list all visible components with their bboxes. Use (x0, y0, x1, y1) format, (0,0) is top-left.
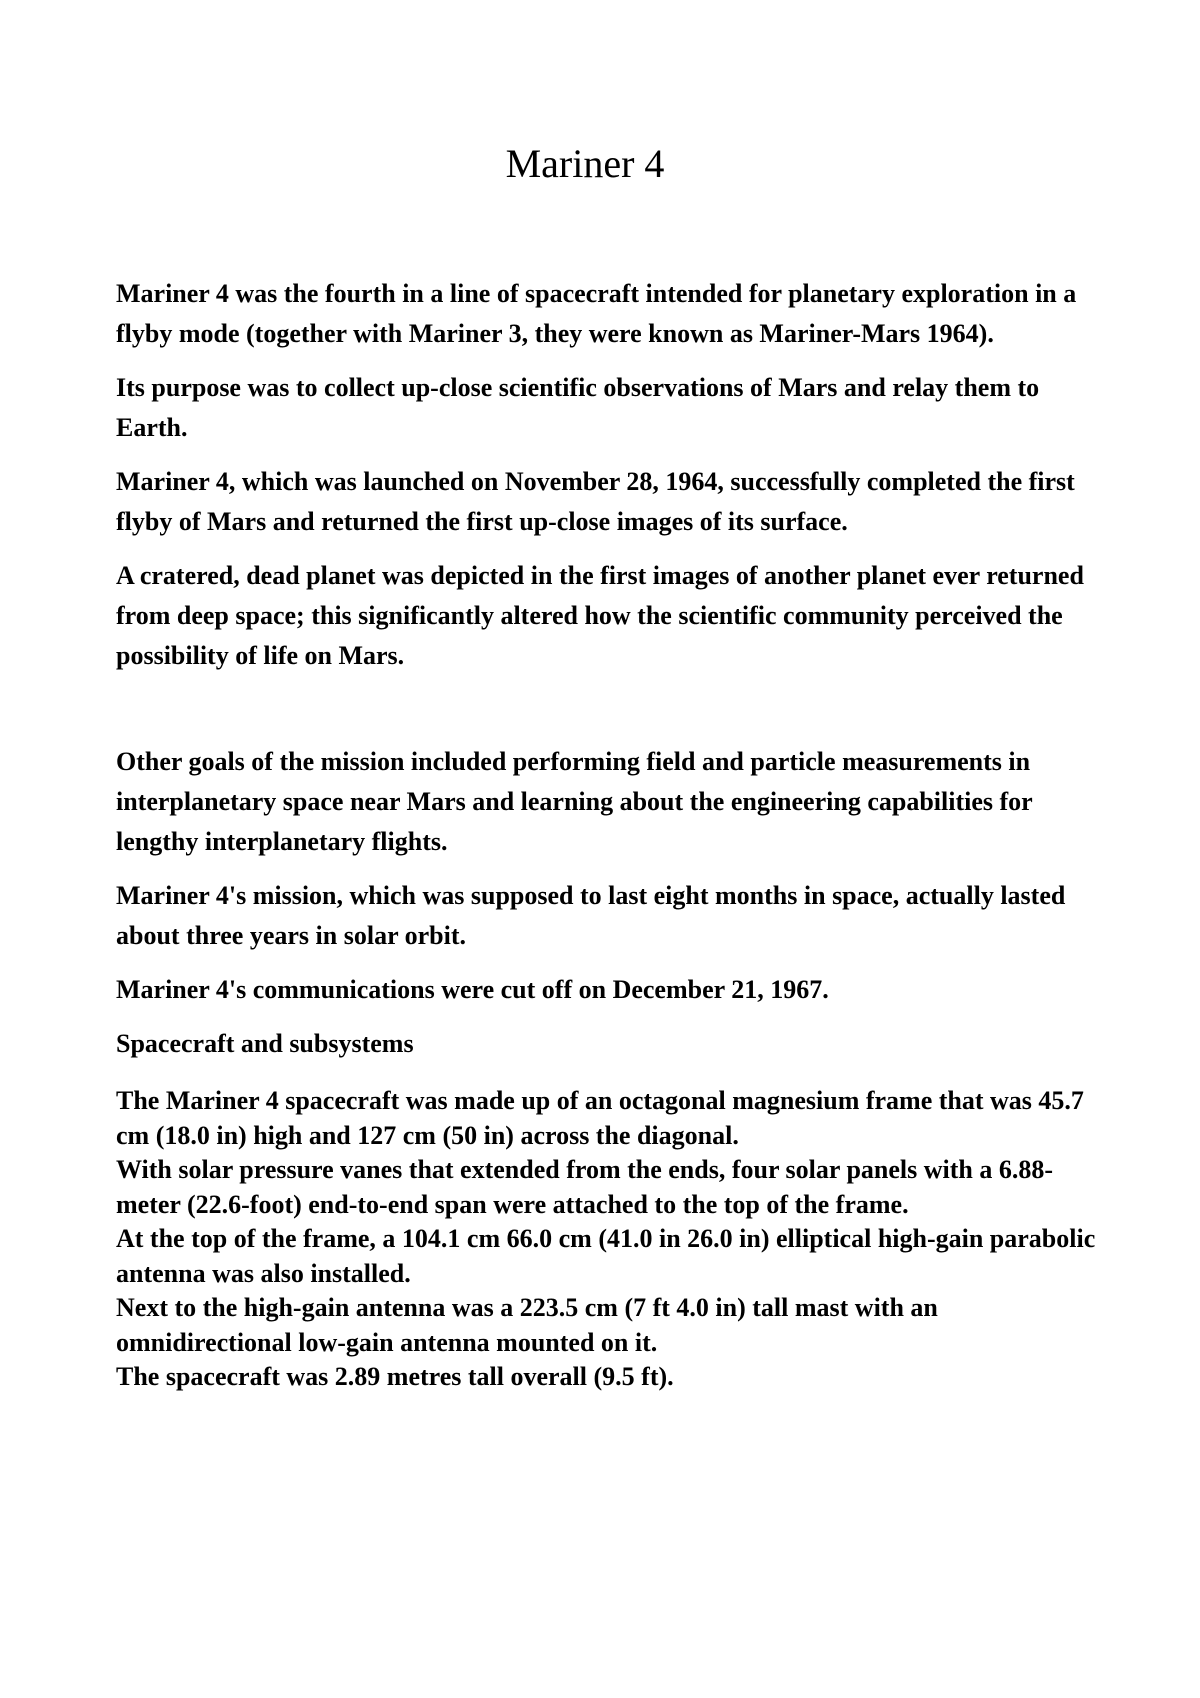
section-line: The Mariner 4 spacecraft was made up of an octagonal magnesium frame that was 45.7 cm (18.0 in) high and 127 cm (50 in) across the diagonal. (116, 1086, 1084, 1150)
section-line: The spacecraft was 2.89 metres tall overall (9.5 ft). (116, 1362, 674, 1391)
section-content (116, 1084, 1096, 1395)
paragraph: A cratered, dead planet was depicted in the first images of another planet ever returned from deep space; this significantly altered how the scientific community perceived the possibility of life on Mars. (116, 561, 1084, 670)
section-line: Next to the high-gain antenna was a 223.5 cm (7 ft 4.0 in) tall mast with an omnidirectional low-gain antenna mounted on it. (116, 1293, 938, 1357)
paragraph: Mariner 4's communications were cut off on December 21, 1967. (116, 975, 829, 1004)
paragraph: Other goals of the mission included performing field and particle measurements in interplanetary space near Mars and learning about the engineering capabilities for lengthy interplanetary flights. (116, 747, 1033, 856)
paragraph: Mariner 4's mission, which was supposed to last eight months in space, actually lasted about three years in solar orbit. (116, 881, 1066, 950)
document-body (116, 274, 1096, 1395)
section-line: At the top of the frame, a 104.1 cm 66.0 cm (41.0 in 26.0 in) elliptical high-gain parabolic antenna was also installed. (116, 1224, 1096, 1288)
paragraph: Its purpose was to collect up-close scientific observations of Mars and relay them to Earth. (116, 373, 1040, 442)
section-line: With solar pressure vanes that extended from the ends, four solar panels with a 6.88-meter (22.6-foot) end-to-end span were attached to the top of the frame. (116, 1155, 1054, 1219)
paragraph: Mariner 4, which was launched on November 28, 1964, successfully completed the first flyby of Mars and returned the first up-close images of its surface. (116, 467, 1075, 536)
page-title: Mariner 4 (505, 141, 665, 186)
paragraph: Mariner 4 was the fourth in a line of spacecraft intended for planetary exploration in a flyby mode (together with Mariner 3, they were known as Mariner-Mars 1964). (116, 279, 1077, 348)
section-heading: Spacecraft and subsystems (116, 1029, 414, 1058)
